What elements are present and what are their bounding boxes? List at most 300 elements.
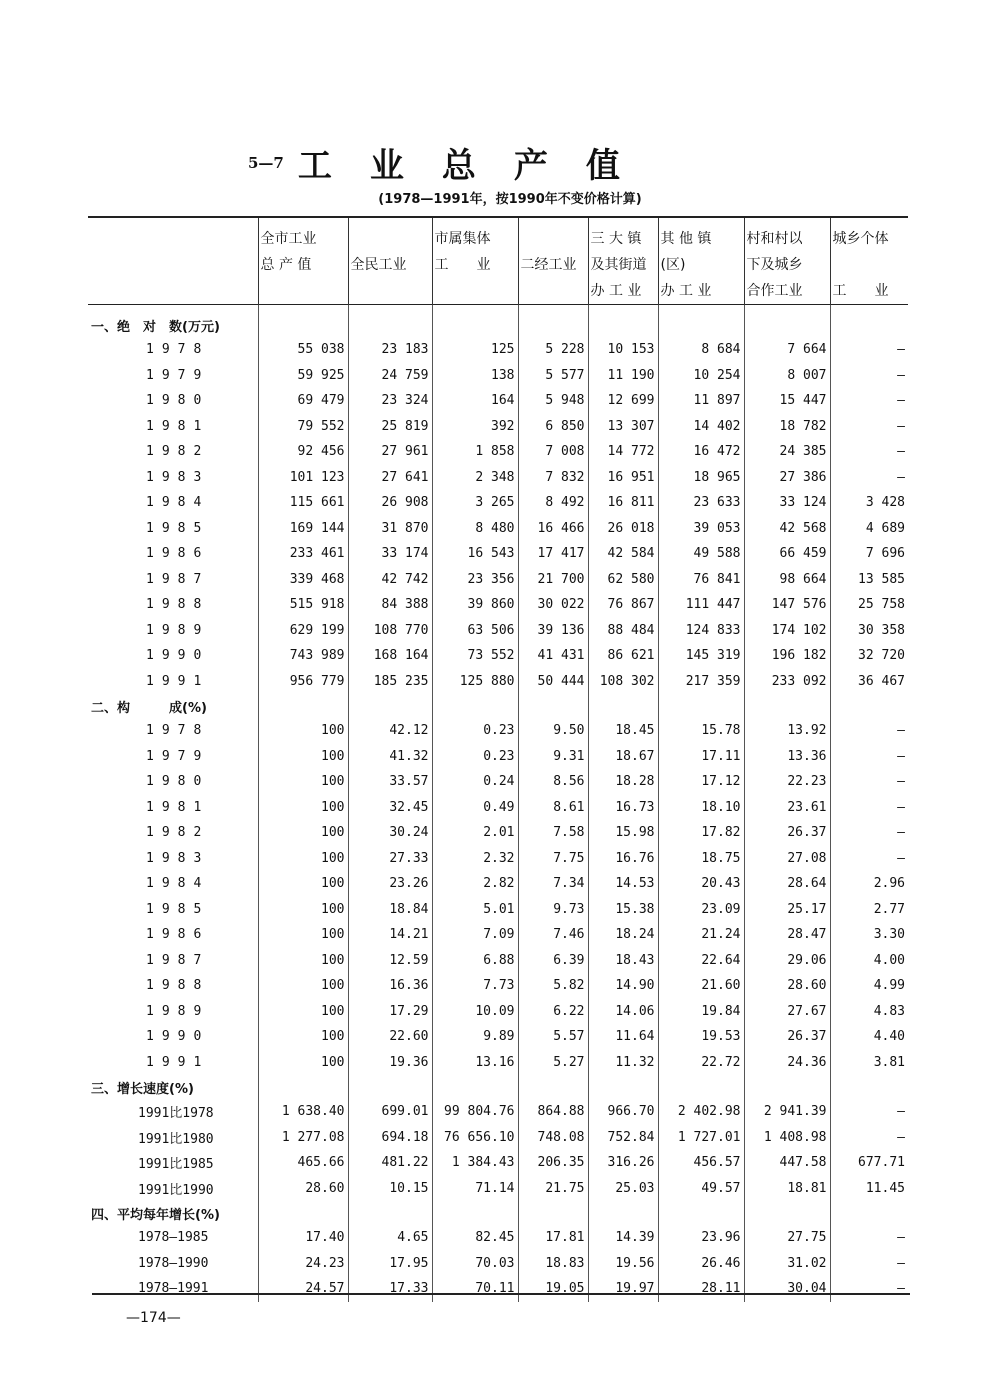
table-cell: 41 431 bbox=[518, 643, 588, 669]
table-cell: 33.57 bbox=[348, 769, 432, 795]
table-cell: 748.08 bbox=[518, 1125, 588, 1151]
table-cell: 24.36 bbox=[744, 1050, 830, 1076]
empty-cell bbox=[348, 1075, 432, 1099]
table-cell: 41.32 bbox=[348, 744, 432, 770]
empty-cell bbox=[588, 1075, 658, 1099]
table-cell: 24.57 bbox=[258, 1276, 348, 1302]
table-cell: 108 302 bbox=[588, 669, 658, 695]
row-label: 1979 bbox=[146, 367, 210, 383]
table-cell: 100 bbox=[258, 897, 348, 923]
table-cell: 9.50 bbox=[518, 718, 588, 744]
table-cell: 28.47 bbox=[744, 922, 830, 948]
table-cell: 30 358 bbox=[830, 618, 908, 644]
row-label: 1989 bbox=[146, 1003, 210, 1019]
empty-cell bbox=[830, 694, 908, 718]
table-cell: 0.24 bbox=[432, 769, 518, 795]
table-cell: 11.64 bbox=[588, 1024, 658, 1050]
row-label: 1988 bbox=[146, 597, 210, 613]
table-cell: 62 580 bbox=[588, 567, 658, 593]
table-cell: 8 480 bbox=[432, 516, 518, 542]
row-label: 1991 bbox=[146, 1054, 210, 1070]
table-cell: 17.12 bbox=[658, 769, 744, 795]
table-cell: 30.04 bbox=[744, 1276, 830, 1302]
table-cell: 24 385 bbox=[744, 439, 830, 465]
table-cell: 10.15 bbox=[348, 1176, 432, 1202]
table-cell: 25.17 bbox=[744, 897, 830, 923]
table-cell: 3 265 bbox=[432, 490, 518, 516]
table-cell: 18.45 bbox=[588, 718, 658, 744]
table-cell: 8 492 bbox=[518, 490, 588, 516]
table-cell: 13.16 bbox=[432, 1050, 518, 1076]
table-cell: — bbox=[830, 846, 908, 872]
table-cell: 21.24 bbox=[658, 922, 744, 948]
table-number: 5—7 bbox=[248, 153, 284, 172]
table-cell: 70.03 bbox=[432, 1251, 518, 1277]
table-cell: 7.09 bbox=[432, 922, 518, 948]
section-header-row bbox=[88, 1201, 908, 1225]
table-cell: 100 bbox=[258, 871, 348, 897]
table-cell: 19.05 bbox=[518, 1276, 588, 1302]
table-cell: 456.57 bbox=[658, 1150, 744, 1176]
table-cell: 18.28 bbox=[588, 769, 658, 795]
row-label: 1990 bbox=[146, 1029, 210, 1045]
table-cell: 100 bbox=[258, 718, 348, 744]
table-cell: 42 742 bbox=[348, 567, 432, 593]
table-row bbox=[88, 669, 908, 695]
table-cell: 55 038 bbox=[258, 337, 348, 363]
table-cell: 1 408.98 bbox=[744, 1125, 830, 1151]
table-cell: 11 897 bbox=[658, 388, 744, 414]
table-cell: 16 811 bbox=[588, 490, 658, 516]
row-label: 1981 bbox=[146, 418, 210, 434]
table-cell: 100 bbox=[258, 744, 348, 770]
table-cell: 5 948 bbox=[518, 388, 588, 414]
column-header-5: 三 大 镇 及其街道 办 工 业 bbox=[588, 217, 658, 305]
table-cell: 233 461 bbox=[258, 541, 348, 567]
table-row bbox=[88, 592, 908, 618]
table-row bbox=[88, 922, 908, 948]
table-cell: 23.09 bbox=[658, 897, 744, 923]
empty-cell bbox=[258, 694, 348, 718]
table-cell: 23 633 bbox=[658, 490, 744, 516]
empty-cell bbox=[518, 694, 588, 718]
table-cell: 4.65 bbox=[348, 1225, 432, 1251]
table-row bbox=[88, 618, 908, 644]
table-cell: 66 459 bbox=[744, 541, 830, 567]
table-cell: 12.59 bbox=[348, 948, 432, 974]
table-cell: 14.21 bbox=[348, 922, 432, 948]
table-cell: 25 819 bbox=[348, 414, 432, 440]
table-cell: 24.23 bbox=[258, 1251, 348, 1277]
table-row bbox=[88, 795, 908, 821]
table-cell: 26 018 bbox=[588, 516, 658, 542]
table-cell: 10.09 bbox=[432, 999, 518, 1025]
table-cell: 15.38 bbox=[588, 897, 658, 923]
table-cell: 15.98 bbox=[588, 820, 658, 846]
table-cell: 32 720 bbox=[830, 643, 908, 669]
table-row bbox=[88, 897, 908, 923]
table-cell: 2 348 bbox=[432, 465, 518, 491]
table-row bbox=[88, 1024, 908, 1050]
table-cell: 26.37 bbox=[744, 820, 830, 846]
table-cell: 11 190 bbox=[588, 363, 658, 389]
table-cell: 22.60 bbox=[348, 1024, 432, 1050]
table-cell: — bbox=[830, 363, 908, 389]
table-cell: 13.36 bbox=[744, 744, 830, 770]
table-cell: 392 bbox=[432, 414, 518, 440]
table-cell: 111 447 bbox=[658, 592, 744, 618]
table-cell: — bbox=[830, 1276, 908, 1302]
table-cell: 4 689 bbox=[830, 516, 908, 542]
table-row bbox=[88, 999, 908, 1025]
table-cell: 18.43 bbox=[588, 948, 658, 974]
column-header-7: 村和村以 下及城乡 合作工业 bbox=[744, 217, 830, 305]
table-cell: 23.26 bbox=[348, 871, 432, 897]
table-cell: 6.88 bbox=[432, 948, 518, 974]
table-cell: 100 bbox=[258, 769, 348, 795]
table-cell: 14.90 bbox=[588, 973, 658, 999]
table-cell: — bbox=[830, 439, 908, 465]
row-label: 1983 bbox=[146, 850, 210, 866]
empty-cell bbox=[432, 305, 518, 338]
table-cell: 316.26 bbox=[588, 1150, 658, 1176]
column-header-6: 其 他 镇 (区) 办 工 业 bbox=[658, 217, 744, 305]
row-label: 1981 bbox=[146, 799, 210, 815]
table-cell: 84 388 bbox=[348, 592, 432, 618]
table-cell: 10 153 bbox=[588, 337, 658, 363]
table-cell: 79 552 bbox=[258, 414, 348, 440]
table-cell: 18 965 bbox=[658, 465, 744, 491]
table-cell: 23 324 bbox=[348, 388, 432, 414]
table-cell: 23.61 bbox=[744, 795, 830, 821]
table-cell: 699.01 bbox=[348, 1099, 432, 1125]
table-cell: 23 356 bbox=[432, 567, 518, 593]
table-cell: 16 472 bbox=[658, 439, 744, 465]
table-cell: 59 925 bbox=[258, 363, 348, 389]
table-cell: 100 bbox=[258, 922, 348, 948]
table-cell: 10 254 bbox=[658, 363, 744, 389]
empty-cell bbox=[258, 305, 348, 338]
table-cell: 5.57 bbox=[518, 1024, 588, 1050]
table-cell: 21.60 bbox=[658, 973, 744, 999]
table-cell: 169 144 bbox=[258, 516, 348, 542]
table-header-row bbox=[88, 217, 908, 305]
empty-cell bbox=[348, 694, 432, 718]
table-cell: 39 860 bbox=[432, 592, 518, 618]
table-cell: 147 576 bbox=[744, 592, 830, 618]
table-cell: 6.39 bbox=[518, 948, 588, 974]
table-cell: 17.40 bbox=[258, 1225, 348, 1251]
table-cell: 39 053 bbox=[658, 516, 744, 542]
empty-cell bbox=[588, 305, 658, 338]
section-label: 二、构 成(%) bbox=[91, 700, 207, 716]
table-cell: — bbox=[830, 1225, 908, 1251]
table-cell: 26 908 bbox=[348, 490, 432, 516]
empty-cell bbox=[658, 1075, 744, 1099]
table-cell: 2.01 bbox=[432, 820, 518, 846]
table-cell: 8.56 bbox=[518, 769, 588, 795]
empty-cell bbox=[588, 1201, 658, 1225]
table-cell: 42.12 bbox=[348, 718, 432, 744]
table-row bbox=[88, 769, 908, 795]
table-cell: 39 136 bbox=[518, 618, 588, 644]
row-label: 1989 bbox=[146, 622, 210, 638]
table-row bbox=[88, 1251, 908, 1277]
table-cell: 17.29 bbox=[348, 999, 432, 1025]
table-cell: 8 684 bbox=[658, 337, 744, 363]
table-cell: 27.75 bbox=[744, 1225, 830, 1251]
table-cell: 23.96 bbox=[658, 1225, 744, 1251]
table-cell: 11.45 bbox=[830, 1176, 908, 1202]
table-cell: 13 307 bbox=[588, 414, 658, 440]
empty-cell bbox=[432, 694, 518, 718]
table-cell: 30 022 bbox=[518, 592, 588, 618]
table-cell: 100 bbox=[258, 948, 348, 974]
table-bottom-rule bbox=[92, 1293, 910, 1295]
table-cell: 8.61 bbox=[518, 795, 588, 821]
table-cell: 18.75 bbox=[658, 846, 744, 872]
row-label: 1987 bbox=[146, 571, 210, 587]
table-cell: 36 467 bbox=[830, 669, 908, 695]
table-cell: 27 961 bbox=[348, 439, 432, 465]
table-row bbox=[88, 414, 908, 440]
table-cell: 196 182 bbox=[744, 643, 830, 669]
table-cell: 1 277.08 bbox=[258, 1125, 348, 1151]
table-cell: 677.71 bbox=[830, 1150, 908, 1176]
row-label: 1991比1978 bbox=[138, 1106, 214, 1122]
empty-cell bbox=[258, 1075, 348, 1099]
table-cell: 9.73 bbox=[518, 897, 588, 923]
empty-cell bbox=[518, 305, 588, 338]
column-header-2: 全民工业 bbox=[348, 217, 432, 305]
row-label: 1979 bbox=[146, 748, 210, 764]
table-cell: 14.06 bbox=[588, 999, 658, 1025]
table-cell: 2.96 bbox=[830, 871, 908, 897]
table-cell: 7 832 bbox=[518, 465, 588, 491]
table-cell: 22.72 bbox=[658, 1050, 744, 1076]
table-cell: 6 850 bbox=[518, 414, 588, 440]
row-label: 1978—1991 bbox=[138, 1281, 209, 1297]
empty-cell bbox=[830, 305, 908, 338]
table-cell: 145 319 bbox=[658, 643, 744, 669]
table-row bbox=[88, 973, 908, 999]
table-cell: 14.39 bbox=[588, 1225, 658, 1251]
table-row bbox=[88, 490, 908, 516]
table-cell: 26.46 bbox=[658, 1251, 744, 1277]
table-cell: 4.83 bbox=[830, 999, 908, 1025]
table-cell: 18.24 bbox=[588, 922, 658, 948]
column-header-8: 城乡个体 工 业 bbox=[830, 217, 908, 305]
row-label: 1991比1980 bbox=[138, 1131, 214, 1147]
table-cell: 28.11 bbox=[658, 1276, 744, 1302]
table-cell: — bbox=[830, 718, 908, 744]
row-label: 1982 bbox=[146, 825, 210, 841]
row-label: 1978 bbox=[146, 723, 210, 739]
empty-cell bbox=[658, 694, 744, 718]
table-row bbox=[88, 820, 908, 846]
table-cell: 5.27 bbox=[518, 1050, 588, 1076]
table-cell: 27.08 bbox=[744, 846, 830, 872]
table-cell: 71.14 bbox=[432, 1176, 518, 1202]
table-cell: 16.36 bbox=[348, 973, 432, 999]
table-cell: 2 941.39 bbox=[744, 1099, 830, 1125]
table-cell: 9.89 bbox=[432, 1024, 518, 1050]
empty-cell bbox=[744, 1201, 830, 1225]
table-cell: — bbox=[830, 744, 908, 770]
table-cell: 168 164 bbox=[348, 643, 432, 669]
empty-cell bbox=[432, 1201, 518, 1225]
table-cell: 27.67 bbox=[744, 999, 830, 1025]
table-cell: 481.22 bbox=[348, 1150, 432, 1176]
table-cell: 185 235 bbox=[348, 669, 432, 695]
table-cell: 92 456 bbox=[258, 439, 348, 465]
page-number: —174— bbox=[126, 1310, 181, 1326]
section-label: 四、平均每年增长(%) bbox=[91, 1207, 220, 1223]
table-row bbox=[88, 439, 908, 465]
table-cell: 0.23 bbox=[432, 718, 518, 744]
table-cell: 18.10 bbox=[658, 795, 744, 821]
empty-cell bbox=[588, 694, 658, 718]
table-cell: 7 664 bbox=[744, 337, 830, 363]
table-cell: 15 447 bbox=[744, 388, 830, 414]
section-header-row bbox=[88, 1075, 908, 1099]
table-row bbox=[88, 567, 908, 593]
row-label: 1982 bbox=[146, 444, 210, 460]
table-cell: 25 758 bbox=[830, 592, 908, 618]
table-cell: 100 bbox=[258, 973, 348, 999]
empty-cell bbox=[348, 1201, 432, 1225]
table-cell: 25.03 bbox=[588, 1176, 658, 1202]
row-label: 1987 bbox=[146, 952, 210, 968]
table-cell: 864.88 bbox=[518, 1099, 588, 1125]
empty-cell bbox=[348, 305, 432, 338]
table-cell: 21.75 bbox=[518, 1176, 588, 1202]
table-cell: 19.84 bbox=[658, 999, 744, 1025]
row-label: 1991比1990 bbox=[138, 1182, 214, 1198]
table-row bbox=[88, 465, 908, 491]
table-cell: 16.73 bbox=[588, 795, 658, 821]
table-cell: 76 867 bbox=[588, 592, 658, 618]
empty-cell bbox=[830, 1201, 908, 1225]
empty-cell bbox=[658, 305, 744, 338]
table-cell: 19.56 bbox=[588, 1251, 658, 1277]
table-cell: — bbox=[830, 1099, 908, 1125]
table-cell: 115 661 bbox=[258, 490, 348, 516]
table-cell: 7.75 bbox=[518, 846, 588, 872]
table-cell: 49.57 bbox=[658, 1176, 744, 1202]
table-cell: 98 664 bbox=[744, 567, 830, 593]
table-cell: 16 466 bbox=[518, 516, 588, 542]
table-cell: 19.53 bbox=[658, 1024, 744, 1050]
table-row bbox=[88, 1125, 908, 1151]
table-cell: 17.81 bbox=[518, 1225, 588, 1251]
table-cell: 88 484 bbox=[588, 618, 658, 644]
section-header-row bbox=[88, 305, 908, 338]
table-row bbox=[88, 1150, 908, 1176]
row-label: 1978—1985 bbox=[138, 1230, 209, 1246]
table-cell: 752.84 bbox=[588, 1125, 658, 1151]
table-cell: 23 183 bbox=[348, 337, 432, 363]
table-row bbox=[88, 1276, 908, 1302]
table-cell: — bbox=[830, 388, 908, 414]
table-row bbox=[88, 744, 908, 770]
table-cell: 629 199 bbox=[258, 618, 348, 644]
industrial-output-table bbox=[88, 216, 908, 1302]
table-cell: 12 699 bbox=[588, 388, 658, 414]
table-cell: 22.23 bbox=[744, 769, 830, 795]
row-label: 1990 bbox=[146, 648, 210, 664]
table-subtitle: (1978—1991年，按1990年不变价格计算) bbox=[378, 192, 642, 207]
table-cell: 138 bbox=[432, 363, 518, 389]
table-cell: 100 bbox=[258, 795, 348, 821]
table-cell: 42 584 bbox=[588, 541, 658, 567]
table-cell: — bbox=[830, 769, 908, 795]
table-cell: — bbox=[830, 795, 908, 821]
table-cell: 124 833 bbox=[658, 618, 744, 644]
table-row bbox=[88, 363, 908, 389]
table-row bbox=[88, 846, 908, 872]
table-cell: 63 506 bbox=[432, 618, 518, 644]
table-cell: 7 696 bbox=[830, 541, 908, 567]
table-cell: 743 989 bbox=[258, 643, 348, 669]
table-cell: 16 951 bbox=[588, 465, 658, 491]
table-title-text: 工业总产值 bbox=[297, 146, 658, 186]
table-cell: 18.84 bbox=[348, 897, 432, 923]
table-cell: 7.58 bbox=[518, 820, 588, 846]
empty-cell bbox=[658, 1201, 744, 1225]
table-cell: 73 552 bbox=[432, 643, 518, 669]
empty-cell bbox=[830, 1075, 908, 1099]
table-cell: 174 102 bbox=[744, 618, 830, 644]
table-cell: 217 359 bbox=[658, 669, 744, 695]
table-cell: 29.06 bbox=[744, 948, 830, 974]
table-cell: 7.46 bbox=[518, 922, 588, 948]
table-cell: 7.73 bbox=[432, 973, 518, 999]
table-cell: 42 568 bbox=[744, 516, 830, 542]
empty-cell bbox=[258, 1201, 348, 1225]
table-cell: 17 417 bbox=[518, 541, 588, 567]
table-cell: 28.60 bbox=[258, 1176, 348, 1202]
table-cell: 4.99 bbox=[830, 973, 908, 999]
table-cell: 1 638.40 bbox=[258, 1099, 348, 1125]
row-label: 1988 bbox=[146, 978, 210, 994]
column-header-0 bbox=[88, 217, 258, 305]
table-cell: 19.36 bbox=[348, 1050, 432, 1076]
empty-cell bbox=[432, 1075, 518, 1099]
table-cell: 27 386 bbox=[744, 465, 830, 491]
row-label: 1984 bbox=[146, 876, 210, 892]
table-cell: 4.00 bbox=[830, 948, 908, 974]
table-cell: 4.40 bbox=[830, 1024, 908, 1050]
table-row bbox=[88, 718, 908, 744]
row-label: 1984 bbox=[146, 495, 210, 511]
table-cell: 515 918 bbox=[258, 592, 348, 618]
table-cell: 24 759 bbox=[348, 363, 432, 389]
column-header-4: 二经工业 bbox=[518, 217, 588, 305]
table-row bbox=[88, 1099, 908, 1125]
table-row bbox=[88, 516, 908, 542]
table-cell: 28.64 bbox=[744, 871, 830, 897]
table-cell: 31.02 bbox=[744, 1251, 830, 1277]
table-row bbox=[88, 337, 908, 363]
table-cell: 28.60 bbox=[744, 973, 830, 999]
table-cell: 3.30 bbox=[830, 922, 908, 948]
table-cell: 32.45 bbox=[348, 795, 432, 821]
section-label: 三、增长速度(%) bbox=[91, 1081, 194, 1097]
table-cell: 17.33 bbox=[348, 1276, 432, 1302]
table-cell: 3 428 bbox=[830, 490, 908, 516]
table-cell: 447.58 bbox=[744, 1150, 830, 1176]
